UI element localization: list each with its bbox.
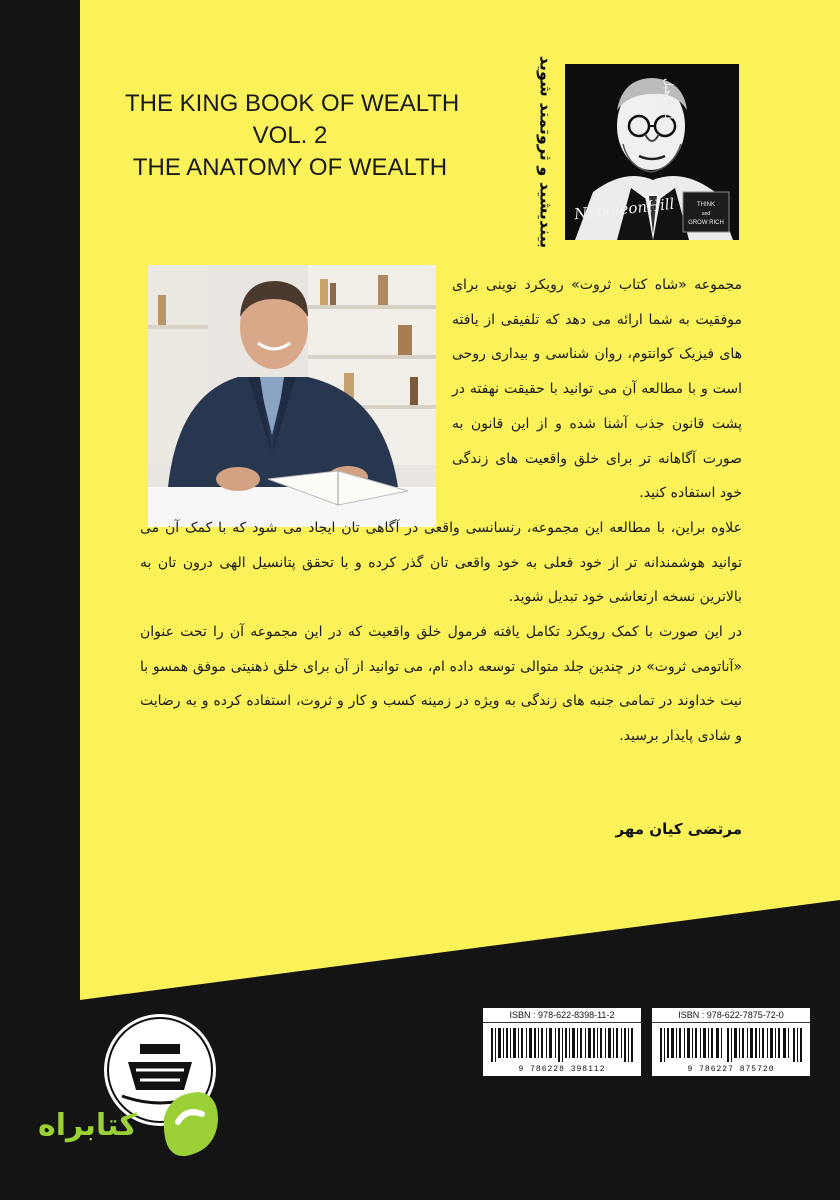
svg-text:THINK: THINK xyxy=(697,202,715,208)
isbn-digits-right: 9 786227 875720 xyxy=(687,1065,775,1074)
english-title-line-3: THE ANATOMY OF WEALTH xyxy=(132,154,448,181)
publisher-logo-text: کتابراه xyxy=(38,1108,137,1143)
english-title xyxy=(125,88,460,184)
isbn-barcode-right xyxy=(652,1008,810,1076)
publisher-logo xyxy=(10,1010,220,1170)
isbn-digits-left: 9 786228 398112 xyxy=(518,1065,606,1074)
author-name: مرتضی کیان مهر xyxy=(615,820,742,838)
english-title-line-1: THE KING BOOK OF WEALTH xyxy=(125,90,460,117)
svg-text:and: and xyxy=(701,211,711,217)
isbn-barcode-left xyxy=(483,1008,641,1076)
barcode-icon xyxy=(660,1028,802,1062)
svg-text:GROW RICH: GROW RICH xyxy=(688,220,724,226)
body-text xyxy=(140,268,742,754)
vertical-title-text: بیندیشید و ثروتمند شوید xyxy=(536,55,556,249)
paragraph-1: مجموعه «شاه کتاب ثروت» رویکرد نوینی برای موفقیت به شما ارائه می دهد که تلفیقی از یافته های فیزیک کوانتوم، روان شناسی و بیداری روحی است و با مطالعه آن می توانید با حقیقت نهفته در پشت قانون جذب آشنا شده و از این قانون به صورت آگاهانه تر برای خلق واقعیت های زندگی خود استفاده کنید. xyxy=(452,277,742,502)
english-title-line-2: VOL. 2 xyxy=(252,122,328,149)
barcode-icon xyxy=(491,1028,633,1062)
card-signature: NapoleonHill xyxy=(573,194,676,224)
paragraph-2: علاوه براین، با مطالعه این مجموعه، رنسانسی واقعی در آگاهی تان ایجاد می شود که با کمک آن می توانید هوشمندانه تر از خود فعلی به خود واقعی تان گذر کرده و با تحقق پتانسیل الهی درون تان به بالاترین نسخه ارتعاشی خود تبدیل شوید. xyxy=(140,519,742,606)
card-persian-name: ناپلئون هیل xyxy=(662,78,675,130)
isbn-label-left: ISBN : 978-622-8398-11-2 xyxy=(483,1008,641,1023)
paragraph-3: در این صورت با کمک رویکرد تکامل یافته فرمول خلق واقعیت که در این مجموعه آن را تحت عنوان «آناتومی ثروت» در چندین جلد متوالی توسعه داده ام، می توانید از آن برای خلق ذهنیتی موفق همسو با نیت خداوند در تمامی جنبه های زندگی به ویژه در زمینه کسب و کار و ثروت، استفاده کرده و به رضایت و شادی پایدار برسید. xyxy=(140,624,742,745)
vertical-persian-title xyxy=(531,55,561,249)
isbn-label-right: ISBN : 978-622-7875-72-0 xyxy=(652,1008,810,1023)
